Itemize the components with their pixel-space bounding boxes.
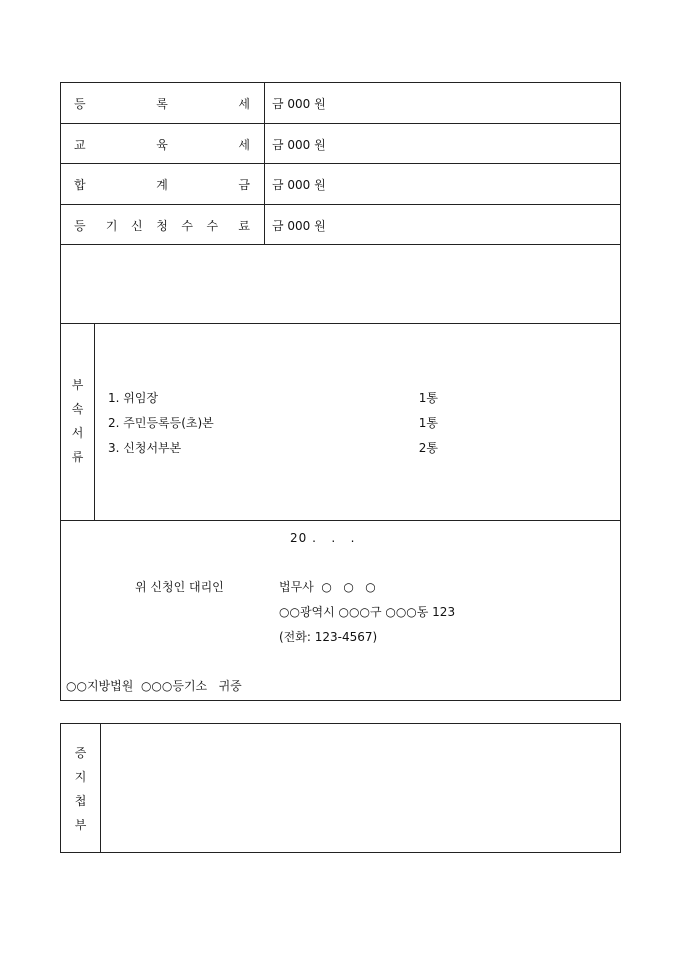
- title-char: 서: [71, 426, 84, 440]
- title-char: 첩: [74, 794, 87, 808]
- title-char: 속: [71, 402, 84, 416]
- fee-label-education-tax: [62, 124, 264, 164]
- fee-label-registration-tax: [62, 83, 264, 123]
- label-char: 료: [238, 218, 250, 233]
- attachment-item: [108, 437, 438, 457]
- fee-value-registration-tax: 금 000 원: [272, 96, 326, 111]
- label-char: 록: [156, 96, 168, 111]
- agent-name: 법무사 ○ ○ ○: [279, 580, 376, 594]
- title-char: 증: [74, 746, 87, 760]
- label-char: 교: [74, 137, 86, 152]
- agent-address: ○○광역시 ○○○구 ○○○동 123: [279, 605, 456, 619]
- attachment-name: 3. 신청서부본: [108, 440, 182, 455]
- attachment-name: 1. 위임장: [108, 390, 159, 405]
- blank-row: [61, 245, 620, 323]
- fee-value-application-fee: 금 000 원: [272, 218, 326, 233]
- label-char: 신: [131, 218, 143, 233]
- applicant-label: 위 신청인 대리인: [135, 580, 224, 594]
- label-char: 청: [156, 218, 168, 233]
- stamp-column-divider: [100, 723, 101, 853]
- stamp-attachment-box: [60, 723, 621, 853]
- attachments-title: [61, 373, 94, 469]
- label-char: 육: [156, 137, 168, 152]
- fee-column-divider: [264, 82, 265, 245]
- fee-label-application-fee: [62, 205, 264, 245]
- row-divider: [60, 323, 621, 324]
- attachments-column-divider: [94, 323, 95, 521]
- label-char: 세: [238, 137, 251, 152]
- attachment-item: [108, 387, 438, 407]
- fee-value-education-tax: 금 000 원: [272, 137, 326, 152]
- title-char: 부: [74, 818, 87, 832]
- fee-label-total: [62, 164, 264, 204]
- title-char: 류: [71, 450, 84, 464]
- attachment-count: 2통: [418, 440, 438, 455]
- title-char: 지: [74, 770, 87, 784]
- attachment-name: 2. 주민등록등(초)본: [108, 415, 214, 430]
- label-char: 등: [74, 96, 86, 111]
- addressee: ○○지방법원 ○○○등기소 귀중: [66, 679, 242, 693]
- label-char: 세: [238, 96, 251, 111]
- date-line: 20 . . .: [290, 531, 356, 545]
- label-char: 기: [105, 218, 118, 233]
- label-char: 수: [206, 218, 219, 233]
- attachment-count: 1통: [418, 390, 438, 405]
- label-char: 계: [156, 177, 168, 192]
- attachment-item: [108, 412, 438, 432]
- row-divider: [60, 520, 621, 521]
- label-char: 금: [238, 177, 251, 192]
- stamp-box-title: [61, 741, 100, 837]
- agent-phone: (전화: 123-4567): [279, 630, 378, 644]
- label-char: 등: [74, 218, 86, 233]
- label-char: 합: [74, 177, 86, 192]
- title-char: 부: [71, 378, 84, 392]
- attachment-count: 1통: [418, 415, 438, 430]
- label-char: 수: [181, 218, 193, 233]
- fee-value-total: 금 000 원: [272, 177, 326, 192]
